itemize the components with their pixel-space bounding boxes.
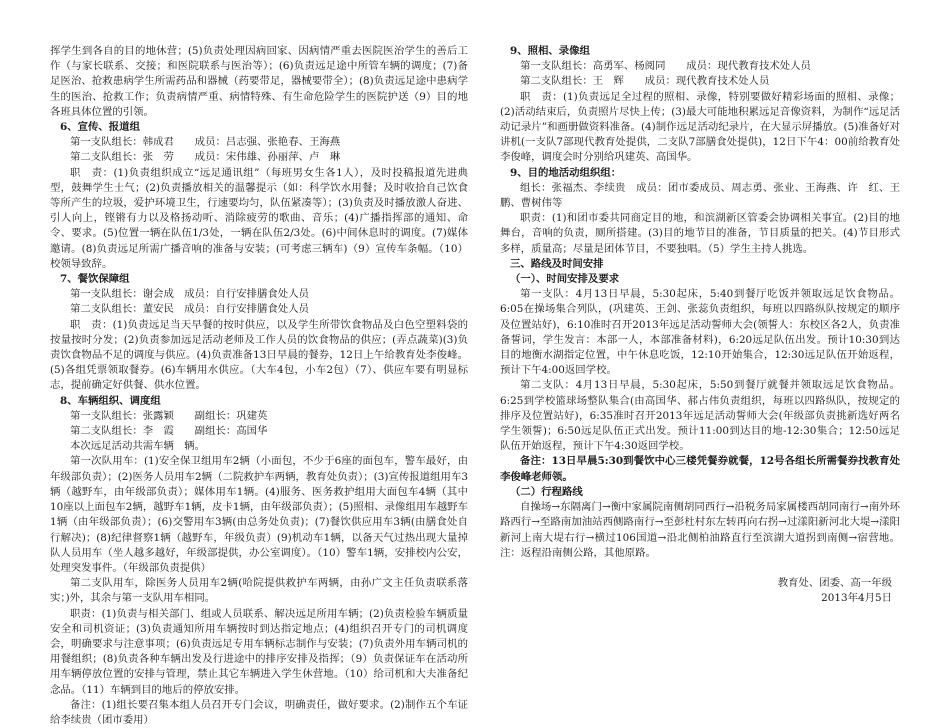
paragraph: 第一次队用车：(1)安全保卫组用车2辆（小面包，不少于6座的面包车，警车最好，由年级部负责）；(2)医务人员用车2辆（二院救护车两辆，教育处负责）；(3)宣传报道组用车3辆（越野车，由年级部负责）；媒体用车1辆。(4)服务、医务救护组用大面包车4辆（其中10座以上面包车2辆，越野车1辆，皮卡1辆，由年级部负责）；(5)照相、录像组用车越野车1辆（由年级部负责）；(6)交警用车3辆(由总务处负责)；(7)餐饮供应用车3辆(由膳食处自行解决)；(8)纪律督察1辆（越野车，年级负责）(9)机动车1辆，以备天气过热出现大量掉队人员用车（坐人越多越好，年级部提供，办公室调度）。（10）警车1辆，安排校内公安，处理突发事件。（年级部负责提供） (50, 455, 468, 574)
paragraph: 第二支队用车，除医务人员用车2辆(哈院提供救护车两辆，由孙广文主任负责联系落实；)外，其余与第一支队用车相同。 (50, 577, 468, 605)
paragraph: 挥学生到各自的目的地休营；(5)负责处理因病回家、因病情严重去医院医治学生的善后工作（与家长联系、交接；和医院联系与医治等）；(6)负责远足途中所管车辆的调度；(7)备足医治、抢救患病学生所需药品和器械（药要带足，器械要带全）；(8)负责远足途中患病学生的医治、抢救工作；负责病情严重、病情特殊、有生命危险学生的医院护送（9）目的地各班具体位置的引领。 (50, 45, 468, 118)
paragraph: 第一支队组长：谢会成 成员：自行安排膳食处人员 (70, 288, 309, 301)
paragraph: 第一支队组长：高勇军、杨阅同 成员：现代教育技术处人员 (520, 60, 811, 73)
section-heading: 9、照相、录像组 (510, 45, 590, 57)
section-heading: （一）、时间安排及要求 (510, 273, 620, 286)
paragraph: 自操场→东隔离门→衡中家属院南侧胡同西行→沿税务局家属楼西胡同南行→南外环路西行→至路南加油站西侧路南行→至彭杜村东左转再向右拐→过漾阳新河北大堤→漾阳新河上南大堤右行→横过106国道→沿北侧柏油路直行至滨湖大道拐到南侧→宿营地。注：返程沿南侧公路，其他原路。 (500, 501, 900, 559)
right-column (500, 44, 900, 607)
paragraph: 教育处、团委、高一年级 (777, 577, 892, 590)
paragraph: 本次远足活动共需车辆 辆。 (70, 440, 206, 453)
paragraph: 2013年4月5日 (821, 592, 892, 605)
paragraph: 第二支队组长：董安民 成员：自行安排膳食处人员 (70, 303, 309, 316)
section-heading: 9、目的地活动组织组： (510, 166, 622, 179)
paragraph: 职 责：(1)负责远足当天早餐的按时供应，以及学生所带饮食物品及白色空塑料袋的按量按时分发；(2)负责参加远足活动老师及工作人员的饮食物品的供应；(弄点蔬菜)(3)负责饮食物品不足的调度与供应。(4)负责准备13日早晨的餐券，12日上午给教育处李俊峰。(5)各组凭票领取餐券。(6)车辆用水供应。（大车4包，小车2包）（7）、供应车要有明显标志，提前确定好供餐、供水位置。 (50, 318, 468, 392)
paragraph: 职 责：(1)负责组织成立“远足通讯组”（每班男女生各1人），及时投稿报道先进典型，鼓舞学生士气；(2)负责播放相关的温馨提示（如：科学饮水用餐；及时收拾自己饮食等所产生的垃圾，爱护环境卫生，行速要均匀，队伍紧凑等）；(3)负责及时播放激人奋进、引人向上，铿锵有力以及格扬动听、消除疲劳的歌曲、音乐；(4)广播指挥部的通知、命令、要求。(5)位置一辆在队伍1/3处，一辆在队伍2/3处。(6)中间休息时的调度。(7)媒体邀请。(8)负责远足所需广播音响的准备与安装；(可考虑三辆车)（9）宣传车条幅。（10）校领导致辞。 (50, 166, 468, 270)
paragraph: 第一支队组长：韩成君 成员：吕志强、张艳春、王海燕 (70, 136, 341, 149)
paragraph: 第二支队：4月13日早晨，5:30起床，5:50到餐厅就餐并领取远足饮食物品。6:25到学校篮球场整队集合(由高国华、郝占伟负责组织，每班以四路纵队，按规定的排序及位置站好)，6:35准时召开2013年远足活动誓师大会(年级部负责挑新选好两名学生领誓)；6:50远足队伍正式出发。预计11:00到达目的地-12:30集合；12:50远足队伍开始返程，预计下午4:30返回学校。 (500, 379, 900, 453)
paragraph: 第二支队组长：王 辉 成员：现代教育技术处人员 (520, 75, 770, 88)
paragraph: 第一支队组长：张露颖 副组长：巩建英 (70, 409, 268, 422)
left-column (50, 44, 468, 728)
paragraph: 职责：(1)和团市委共同商定目的地，和滨湖新区管委会协调相关事宜。(2)目的地舞台，音响的负责，厕所搭建。(3)目的地节目的准备，节目质量的把关。(4)节目形式多样，质量高；尽量是团体节目，不要独唱。（5）学生主持人挑选。 (500, 212, 900, 255)
paragraph: 第二支队组长：李 霞 副组长：高国华 (70, 425, 268, 438)
section-heading: 8、车辆组织、调度组 (60, 394, 161, 407)
paragraph: 备注：(1)组长要召集本组人员召开专门会议，明确责任，做好要求。(2)制作五个车证给李续贵（团市委用） (50, 698, 468, 726)
paragraph (500, 561, 900, 576)
section-heading: 6、宣传、报道组 (60, 121, 140, 134)
section-heading: 7、餐饮保障组 (60, 273, 130, 286)
paragraph: 第二支队组长：张 劳 成员：宋伟雄、孙丽萍、卢 琳 (70, 151, 341, 164)
paragraph: 职 责：(1)负责远足全过程的照相、录像，特别要做好精彩场面的照相、录像；(2)活动结束后，负责照片尽快上传；(3)最大可能地积累远足音像资料，为制作“远足活动记录片”和画册做资料准备。(4)制作远足活动纪录片，在大显示屏播放。(5)准备好对讲机(一支队7部现代教育处提供，二支队7部膳食处提供)，12日下午4：00前给教育处李俊峰，调度会时分别给巩建英、高国华。 (500, 90, 900, 164)
paragraph: 第一支队：4月13日早晨，5:30起床，5:40到餐厅吃饭并领取远足饮食物品。6:05在操场集合列队，(巩建英、王剑、张蕊负责组织，每班以四路纵队按规定的顺序及位置站好)，6:10准时召开2013年远足活动誓师大会(领誓人：东校区各2人，负责准备誓词，学生发言：本部一人，本部准备材料)，6:20远足队伍出发。预计10:30到达目的地衡水湖指定位置，中午休息吃饭，12:10开始集合，12:30远足队伍开始返程，预计下午4:00返回学校。 (500, 288, 900, 377)
paragraph: 备注：13日早晨5:30到餐饮中心三楼凭餐券就餐，12号各组长所需餐券找教育处李俊峰老师领。 (500, 455, 900, 483)
paragraph: 职责：(1)负责与相关部门、组或人员联系、解决远足所用车辆；(2)负责检验车辆质量安全和司机资证；(3)负责通知所用车辆按时到达指定地点；(4)组织召开专门的司机调度会，明确要求与注意事项；(6)负责远足专用车辆标志制作与安装；(7)负责外用车辆司机的用餐组织；(8)负责各种车辆出发及行进途中的排序安排及指挥；（9）负责保证车在活动所用车辆停放位置的安排与管理，禁止其它车辆进入学生休营地。（10）给司机和大夫准备纪念品。（11）车辆到目的地后的停放安排。 (50, 607, 468, 696)
section-heading: （二）行程路线 (510, 485, 583, 498)
paragraph: 组长：张福杰、李续贵 成员：团市委成员、周志勇、张业、王海燕、许 红、王鹏、曹树伟等 (500, 181, 900, 210)
section-heading: 三、路线及时间安排 (510, 257, 604, 270)
